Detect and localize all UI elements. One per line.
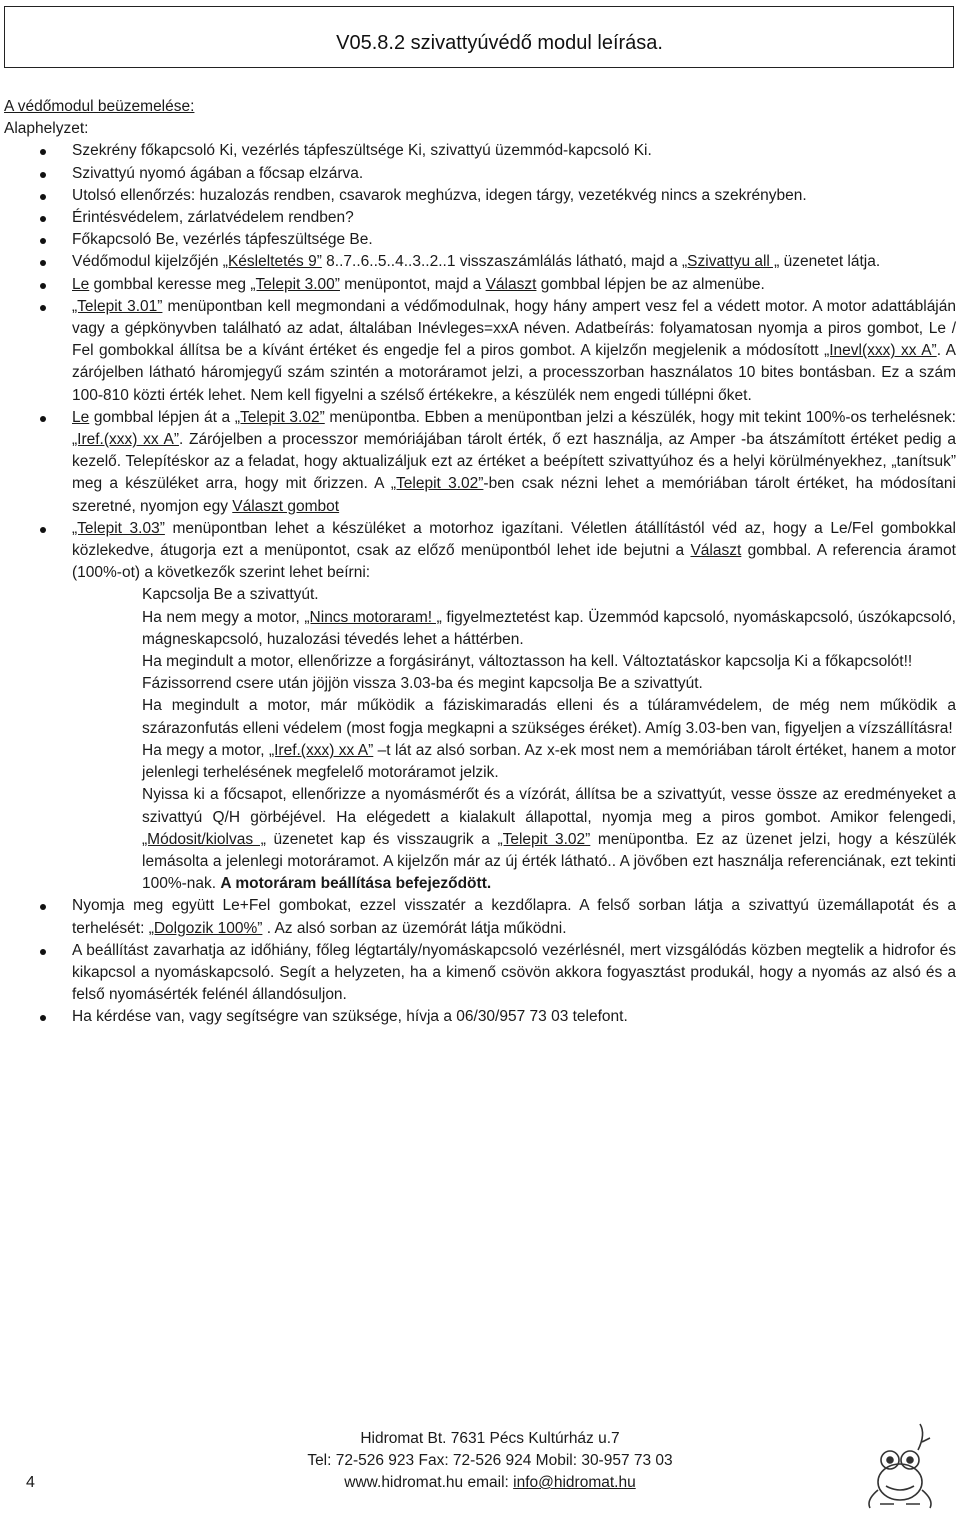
item-text: Nyissa ki a főcsapot, ellenőrizze a nyomásmérőt és a vízórát, állítsa be a szivattyút, vesse össze az eredményeket a szivattyú Q/H görbéjével. Ha elégedett a kialakult állapottal, nyomja meg a piros gombot. Amikor felengedi, [142,786,956,826]
frog-logo-icon [860,1420,940,1512]
button-reference: Választ [485,275,537,293]
display-message: „Nincs motoraram! „ [304,608,442,626]
section-subheading: Alaphelyzet: [4,120,89,138]
page-title: V05.8.2 szivattyúvédő modul leírása. [336,32,663,54]
button-reference: Le [72,408,90,426]
company-address: Hidromat Bt. 7631 Pécs Kultúrház u.7 [360,1430,620,1447]
item-text: üzenetet látja. [779,253,881,271]
list-item [4,407,956,518]
item-text: Védőmodul kijelzőjén [72,253,223,271]
list-item [4,1006,956,1028]
item-text: . Az alsó sorban az üzemórát látja működni. [262,919,567,937]
list-item [4,251,956,273]
sub-step: Kapcsolja Be a szivattyút. [142,586,319,604]
item-text: gombbal. A referencia áramot (100%-ot) a következők szerint lehet beírni: [72,542,956,582]
page-number: 4 [26,1474,35,1491]
instruction-list [4,140,956,584]
menu-reference: „Telepit 3.01” [72,297,163,315]
menu-reference: „Telepit 3.00” [250,275,340,293]
menu-reference: „Telepit 3.02” [234,408,325,426]
item-text: Érintésvédelem, zárlatvédelem rendben? [72,209,354,227]
completion-note: A motoráram beállítása befejeződött. [220,875,492,893]
list-item [4,163,956,185]
button-reference: Választ gombot [232,497,340,515]
menu-reference: „Telepit 3.02” [390,475,484,493]
list-item [4,274,956,296]
item-text: menüpontba. Ebben a menüpontban jelzi a készülék, hogy mit tekint 100%-os terhelésnek: [324,408,956,426]
item-text: Főkapcsoló Be, vezérlés tápfeszültsége Be. [72,231,373,249]
display-message: „Szivattyu all „ [682,253,780,271]
display-message: „Inevl(xxx) xx A” [824,342,937,360]
item-text: menüpontot, majd a [339,275,486,293]
display-message: „Dolgozik 100%” [148,919,263,937]
sub-step [72,607,956,651]
email-link[interactable]: info@hidromat.hu [513,1474,636,1491]
item-text: menüpontban lehet a készüléket a motorhoz igazítani. Véletlen átállítástól véd az, hogy a Le/Fel gombokkal közlekedve, átugorja ezt a menüpontot, csak az előző menüpontból lehet ide bejutni a [72,519,956,560]
sub-step: Ha megindult a motor, ellenőrizze a forgásirányt, változtasson ha kell. Változtatáskor kapcsolja Ki a főkapcsolót!! [142,653,913,671]
list-item [4,229,956,251]
item-text: menüpontba. Ez az üzenet jelzi, hogy a készülék lemásolta a jelenlegi motoráramot. A kijelzőn már az új érték látható.. A jövőben ezt használja referenciának, ezt tekinti 100%-nak. [142,830,956,893]
item-text: üzenetet kap és visszaugrik a [265,830,498,848]
web-text: www.hidromat.hu email: [344,1474,514,1491]
menu-reference: „Telepit 3.03” [72,519,165,537]
company-web [240,1472,740,1494]
item-text: Ha megy a motor, [142,741,269,759]
display-message: „Iref.(xxx) xx A” [72,431,179,449]
item-text: Utolsó ellenőrzés: huzalozás rendben, csavarok meghúzva, idegen tárgy, vezetékvég nincs a szekrényben. [72,186,807,204]
item-text: A beállítást zavarhatja az időhiány, főleg légtartály/nyomáskapcsoló vezérlésnél, mert vizsgálódás közben megtelik a hidrofor és kikapcsol a nyomáskapcsoló. Segít a helyzeten, ha a kimenő csövön akkora fogyasztást produkál, hogy a nyomás az alsó és a felső nyomásérték felénél állandósuljon. [72,941,956,1004]
button-reference: Választ [690,542,742,560]
list-item [4,140,956,162]
menu-reference: „Telepit 3.02” [497,830,591,848]
item-text: figyelmeztetést kap. Üzemmód kapcsoló, nyomáskapcsoló, úszókapcsoló, mágneskapcsoló, huzalozási tévedés lehet a háttérben. [142,608,956,648]
item-text: . A zárójelben látható háromjegyű szám szintén a motoráramot jelzi, a processzorban használatos 10 bites bontásban. Ez a szám 100-810 közti érték lehet. Nem kell figyelni a szélső értékekre, a készülék nem engedi túllépni őket. [72,342,956,404]
sub-steps [4,584,956,895]
list-item [4,940,956,1007]
item-text: Nyomja meg együtt Le+Fel gombokat, ezzel visszatér a kezdőlapra. A felső sorban látja a szivattyú üzemállapotát és a terhelését: [72,897,956,937]
item-text: Ha kérdése van, vagy segítségre van szüksége, hívja a 06/30/957 73 03 telefont. [72,1008,628,1026]
item-text: Szekrény főkapcsoló Ki, vezérlés tápfeszültsége Ki, szivattyú üzemmód-kapcsoló Ki. [72,142,652,160]
item-text: gombbal keresse meg [89,275,251,293]
section-heading: A védőmodul beüzemelése: [4,98,195,115]
item-text: menüpontban kell megmondani a védőmodulnak, hogy hány ampert vesz fel a védett motor. A motor adattábláján vagy a gépkönyvben található az adat, általában Inévleges=xxA néven. Adatbeírás: folyamatosan nyomja a piros gombot, Le / Fel gombokkal állítsa be a kívánt értéket és engedje fel a piros gombot. A kijelzőn megjelenik a módosított [72,297,956,360]
list-item [4,895,956,939]
company-phones: Tel: 72-526 923 Fax: 72-526 924 Mobil: 30-957 73 03 [307,1452,673,1469]
list-item [4,518,956,585]
document-body [4,96,956,1029]
button-reference: Le [72,275,90,293]
page-footer [0,1420,960,1514]
sub-step: Fázissorrend csere után jöjjön vissza 3.03-ba és megint kapcsolja Be a szivattyút. [142,675,703,693]
item-text: Szivattyú nyomó ágában a főcsap elzárva. [72,164,364,182]
instruction-list-end [4,895,956,1028]
item-text: Ha nem megy a motor, [142,608,305,626]
list-item [4,296,956,407]
item-text: 8..7..6..5..4..3..2..1 visszaszámlálás látható, majd a [321,253,683,271]
list-item [4,185,956,207]
sub-step [72,740,956,784]
item-text: gombbal lépjen be az almenübe. [536,275,765,293]
header-box [4,6,954,68]
display-message: „Módosit/kiolvas „ [142,830,266,848]
item-text: gombbal lépjen át a [89,408,235,426]
item-text: –t lát az alsó sorban. Az x-ek most nem a memóriában tárolt értéket, hanem a motor jelenlegi terhelésének megfelelő motoráramot jelzik. [142,741,956,782]
item-text: -ben csak nézni lehet a memóriában tárolt értéket, ha módosítani szeretné, nyomjon egy [72,475,956,515]
sub-step [72,784,956,895]
display-message: „Iref.(xxx) xx A” [268,741,374,759]
company-info [240,1428,740,1494]
item-text: . Zárójelben a processzor memóriájában tárolt érték, ő ezt használja, az Amper -ba átszámított értéket pedig a kezelő. Telepítéskor az a feladat, hogy aktualizáljuk ezt az értéket a beépített szivattyúhoz és a helyi körülményekhez, „tanítsuk” meg a készüléket arra, hogy mit őrizzen. A [72,431,956,493]
sub-step: Ha megindult a motor, már működik a fáziskimaradás elleni és a túláramvédelem, de még nem működik a szárazonfutás elleni védelem (most fogja megkapni a szükséges éréket). Amíg 3.03-ben van, figyeljen a vízszállításra! [142,697,956,737]
display-message: „Késleltetés 9” [222,253,322,271]
list-item [4,207,956,229]
